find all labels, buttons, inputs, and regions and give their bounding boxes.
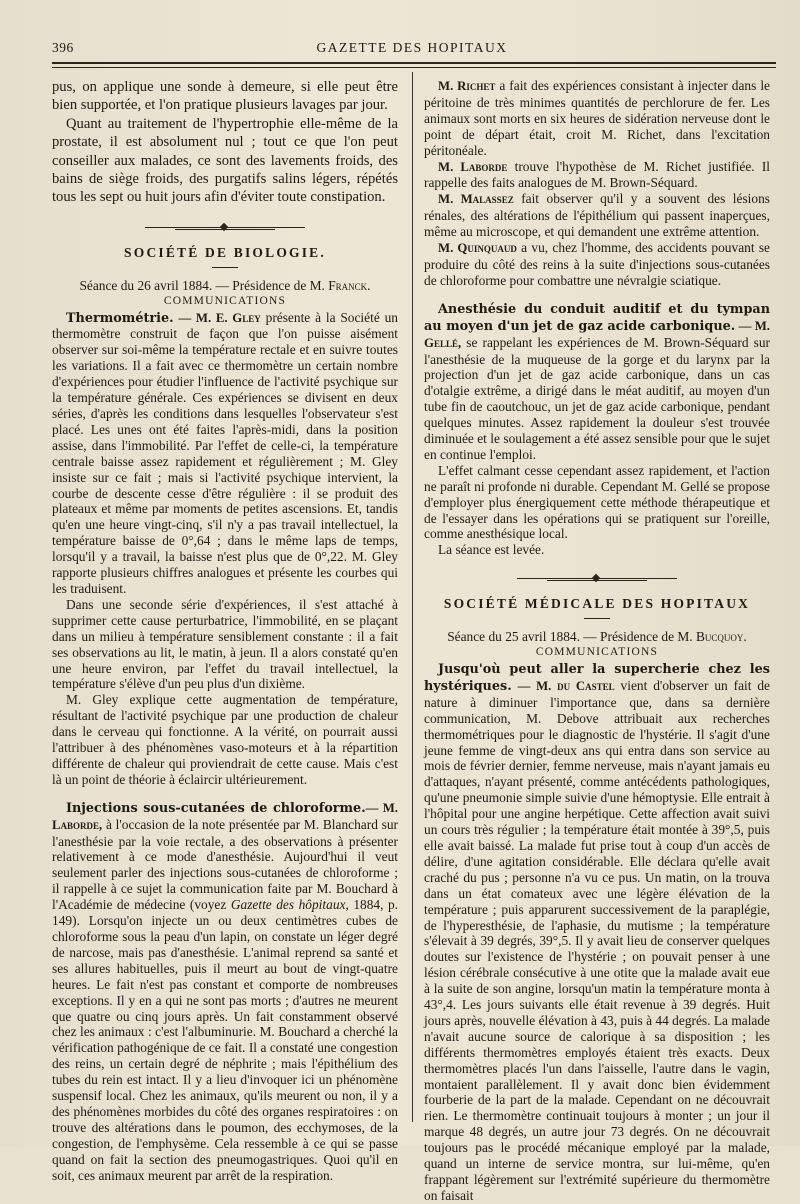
society-title-biologie: SOCIÉTÉ DE BIOLOGIE. xyxy=(124,244,326,260)
paragraph: Dans une seconde série d'expériences, il s'est attaché à supprimer cette cause perturbatrice, l'immobilité, en se plaçant dans un milieu à température sensiblement constante : il a fait ses observations au lit, le matin, à jeun. Il a alors constaté qu'en une heure environ, par l'effet du travail intellectuel, la température s'élève d'un peu plus d'un dixième. xyxy=(52,596,398,692)
article-author: M. Malassez xyxy=(438,192,514,207)
seance-line xyxy=(52,278,398,294)
left-column xyxy=(52,78,398,1184)
article-text: présente à la Société un thermomètre construit de façon que l'on puisse aisément observer sur soi-même la température rectale et en suivre toutes les variations. Il a fait avec ce thermomètre un certain nombre d'expériences pour étudier l'influence de l'activité psychique sur la température générale. Ces expériences se divisent en deux séries, d'après les conditions dans lesquelles l'observateur s'est placé. Les unes ont été faites l'après-midi, dans la position assise, dans l'immobilité. Par l'effet de celle-ci, la température centrale baisse assez rapidement et régulièrement ; M. Gley insiste sur ce fait ; mais si l'activité psychique intervient, la courbe de descente cesse d'être régulière : il se produit des plateaux et même par moments de petites ascensions. Et, tandis qu'en une heure vingt-cinq, s'il n'y a pas travail intellectuel, la température baisse de 0°,64 ; dans le même laps de temps, lorsqu'il y a travail, la baisse n'est plus que de 0°,22. M. Gley rapporte plusieurs chiffres analogues et présente les courbes qui les traduisent. xyxy=(52,309,398,596)
page-number: 396 xyxy=(52,40,74,55)
article-text: , 1884, p. 149). Lorsqu'on injecte un ou deux centimètres cubes de chloroforme sous la peau d'un lapin, on constate un léger degré de narcose, mais pas d'anesthésie. L'animal reprend sa santé et ses allures habituelles, puis il meurt au bout de vingt-quatre heures. Le fait n'est pas constant et comporte de nombreuses exceptions. Il y en a qui ne sont pas morts ; d'autres ne meurent que quatre ou cinq jours après. Un fait constamment observé chez les animaux : c'est l'albuminurie. M. Bouchard a cherché la vérification pathogénique de ce fait. Il a constaté une congestion des reins, un certain degré de néphrite ; mais l'épithélium des tubes du rein est intact. Il y a lieu d'invoquer ici un phénomène suspensif local. Chez les animaux, qu'ils meurent ou non, il y a des phénomènes morbides du côté des organes respiratoires : on trouve des altérations dans le poumon, des ecchymoses, de la congestion, de l'emphysème. Cela ressemble à ce qui se passe quand on fait la section des pneumogastriques. Quoi qu'il en soit, ces animaux meurent par arrêt de la respiration. xyxy=(52,897,399,1183)
seance-line xyxy=(424,629,770,645)
article-author: — M. du Castel xyxy=(517,678,615,693)
paragraph: L'effet calmant cesse cependant assez rapidement, et l'action ne paraît ni profonde ni durable. Cependant M. Gellé se propose d'employer plus énergiquement cette méthode thérapeutique et de l'essayer dans les opérations qui se pratiquent sur l'oreille, comme anesthésique local. xyxy=(424,462,770,542)
article-injections xyxy=(52,800,398,1184)
article-text: a vu, chez l'homme, des accidents pouvant se produire du côté des reins à la suite d'injections sous-cutanées de chloroforme pour combattre une névralgie sciatique. xyxy=(424,240,770,288)
article-text: vient d'observer un fait de nature à diminuer l'importance que, dans sa dernière communication, M. Debove attribuait aux recherches thermométriques pour le diagnostic de l'hystérie. Il s'agit d'une jeune femme de vingt-deux ans qui entra dans son service au mois de février dernier, femme nerveuse, mais n'ayant jamais eu d'attaques, n'ayant présenté, comme antécédents pathologiques, qu'une pneumonie simple suivie d'une hémoptysie. Elle entrait à l'hôpital pour une angine herpétique. Cette affection avait suivi un cours très régulier ; la température était montée à 39°,5, puis elle avait baissé. La malade fut prise tout à coup d'un accès de délire, d'une agitation considérable. Elle déclara qu'elle avait craché du pus ; personne n'a vu ce pus. Un matin, on la trouva dans un état comateux avec une légère élévation de la température ; puis apparurent successivement de la paraplégie, de l'hyperesthésie, de l'aphasie, du mutisme ; la température s'élevait à 39 degrés, 39°,5. Il y avait lieu de conserver quelques doutes sur l'existence de l'hystérie ; on pouvait penser à une lésion cérébrale consécutive à une otite que la malade avait eue à la suite de son angine, lorsqu'un matin la température monta à 43°,4. Les jours suivants elle était revenue à 39 degrés. Huit jours après, nouvelle élévation à 43, puis à 44 degrés. La malade n'avait aucune source de calorique à sa disposition ; les différents thermomètres employés étaient très exacts. Deux thermomètres placés l'un dans l'aisselle, l'autre dans le vagin, montaient parallèlement. Il y avait donc bien évidemment fourberie de la part de la malade. Cependant on ne découvrait rien. Le thermomètre continuait toujours à monter ; un jour il marque 48 degrés, un autre jour 73 degrés. On ne découvrait toujours pas le procédé mécanique employé par la malade, quand un interne de service montra, sur lui-même, qu'en frappant légèrement sur l'extrémité supérieure du thermomètre on faisait xyxy=(424,677,770,1203)
section-ornament xyxy=(517,572,677,586)
article-author: M. Laborde xyxy=(438,159,508,174)
article-text: se rappelant les expériences de M. Brown-Séquard sur l'anesthésie de la muqueuse de la gorge et du larynx par la projection d'un jet de gaz acide carbonique, dans un cas d'otalgie extrême, a dirigé dans le méat auditif, au moyen d'un tube fin de caoutchouc, un jet de gaz acide carbonique, pendant quelques minutes. Assez rapidement la douleur s'est trouvée diminuée et le soulagement a été assez sensible pour que le sujet en continue l'emploi. xyxy=(424,334,770,462)
article-author: M. Richet xyxy=(438,79,496,93)
short-rule xyxy=(212,267,238,268)
article-author: M. Quinquaud xyxy=(438,241,517,256)
journal-title: GAZETTE DES HOPITAUX xyxy=(316,40,508,55)
seance-levee: La séance est levée. xyxy=(438,542,545,558)
section-ornament xyxy=(145,221,305,235)
article-heading: Thermométrie. xyxy=(66,310,174,326)
right-column xyxy=(424,78,770,1204)
paragraph-quinquaud xyxy=(424,240,770,289)
paragraph: M. Gley explique cette augmentation de température, résultant de l'activité psychique par une production de chaleur dans le cerveau qui fonctionne. A la vérité, on pourrait aussi l'attribuer à des phénomènes vaso-moteurs et à la répartition différente de chaleur qui proviendrait de cette cause. Mais c'est là un point de théorie à éclaircir ultérieurement. xyxy=(52,692,398,787)
header-rule-thick xyxy=(52,62,776,64)
article-text: fait observer qu'il y a souvent des lésions rénales, des altérations de l'épithélium qui passent inaperçues, même au microscope, et qui demandent une extrême attention. xyxy=(424,191,771,240)
short-rule xyxy=(584,618,610,619)
journal-citation: Gazette des hôpitaux xyxy=(230,897,346,913)
article-hysteriques xyxy=(424,661,770,1204)
seance-president: Bucquoy. xyxy=(696,629,747,645)
article-heading: Jusqu'où peut aller la supercherie chez les hystériques. xyxy=(424,662,770,694)
column-divider xyxy=(412,72,413,1122)
article-thermometrie xyxy=(52,310,398,597)
article-heading: Injections sous-cutanées de chloroforme. xyxy=(66,800,366,816)
page-header xyxy=(52,36,772,58)
article-text: à l'occasion de la note présentée par M. Blanchard sur l'anesthésie par la voie rectale, a des observations à présenter relativement à ce mode d'anesthésie. Aujourd'hui il veut seulement parler des injections sous-cutanées de chloroforme ; il rappelle à ce sujet la communication faite par M. Bouchard à l'Académie de médecine (voyez xyxy=(52,816,398,913)
article-text: trouve l'hypothèse de M. Richet justifiée. Il rappelle des faits analogues de M. Brown-Séquard. xyxy=(424,158,770,191)
paragraph-intro-2: Quant au traitement de l'hypertrophie elle-même de la prostate, il est absolument nul ; tout ce que l'on peut conseiller aux malades, ce sont des lavements froids, des bains de siège froids, des purgatifs salins légers, répétés tous les sept ou huit jours afin d'éviter toute constipation. xyxy=(52,115,398,206)
article-text: a fait des expériences consistant à injecter dans le péritoine de très minimes quantités de perchlorure de fer. Les animaux sont morts en six heures de sidération nerveuse dont le point de départ était, croit M. Richet, dans l'excitation péritonéale. xyxy=(424,78,770,158)
communications-label: COMMUNICATIONS xyxy=(163,294,287,307)
seance-president: Franck. xyxy=(328,277,371,293)
article-author: — M. E. Gley xyxy=(178,310,261,325)
header-rule-thin xyxy=(52,67,776,68)
seance-text: Séance du 25 avril 1884. — Présidence de M. xyxy=(447,629,693,645)
paragraph-laborde xyxy=(424,159,770,192)
paragraph-malassez xyxy=(424,191,770,240)
article-author: — M. Gellé, xyxy=(424,318,770,350)
communications-label: COMMUNICATIONS xyxy=(535,646,659,659)
article-heading: Anesthésie du conduit auditif et du tympan au moyen d'un jet de gaz acide carbonique. xyxy=(424,301,770,334)
paragraph-richet xyxy=(424,78,770,159)
paragraph-intro-1: pus, on applique une sonde à demeure, si elle peut être bien supportée, et l'on pratique plusieurs lavages par jour. xyxy=(52,79,398,114)
society-title-medicale: SOCIÉTÉ MÉDICALE DES HOPITAUX xyxy=(443,596,751,612)
seance-text: Séance du 26 avril 1884. — Présidence de M. xyxy=(79,277,325,293)
article-anesthesie xyxy=(424,301,770,463)
article-author: — M. Laborde, xyxy=(52,800,398,832)
